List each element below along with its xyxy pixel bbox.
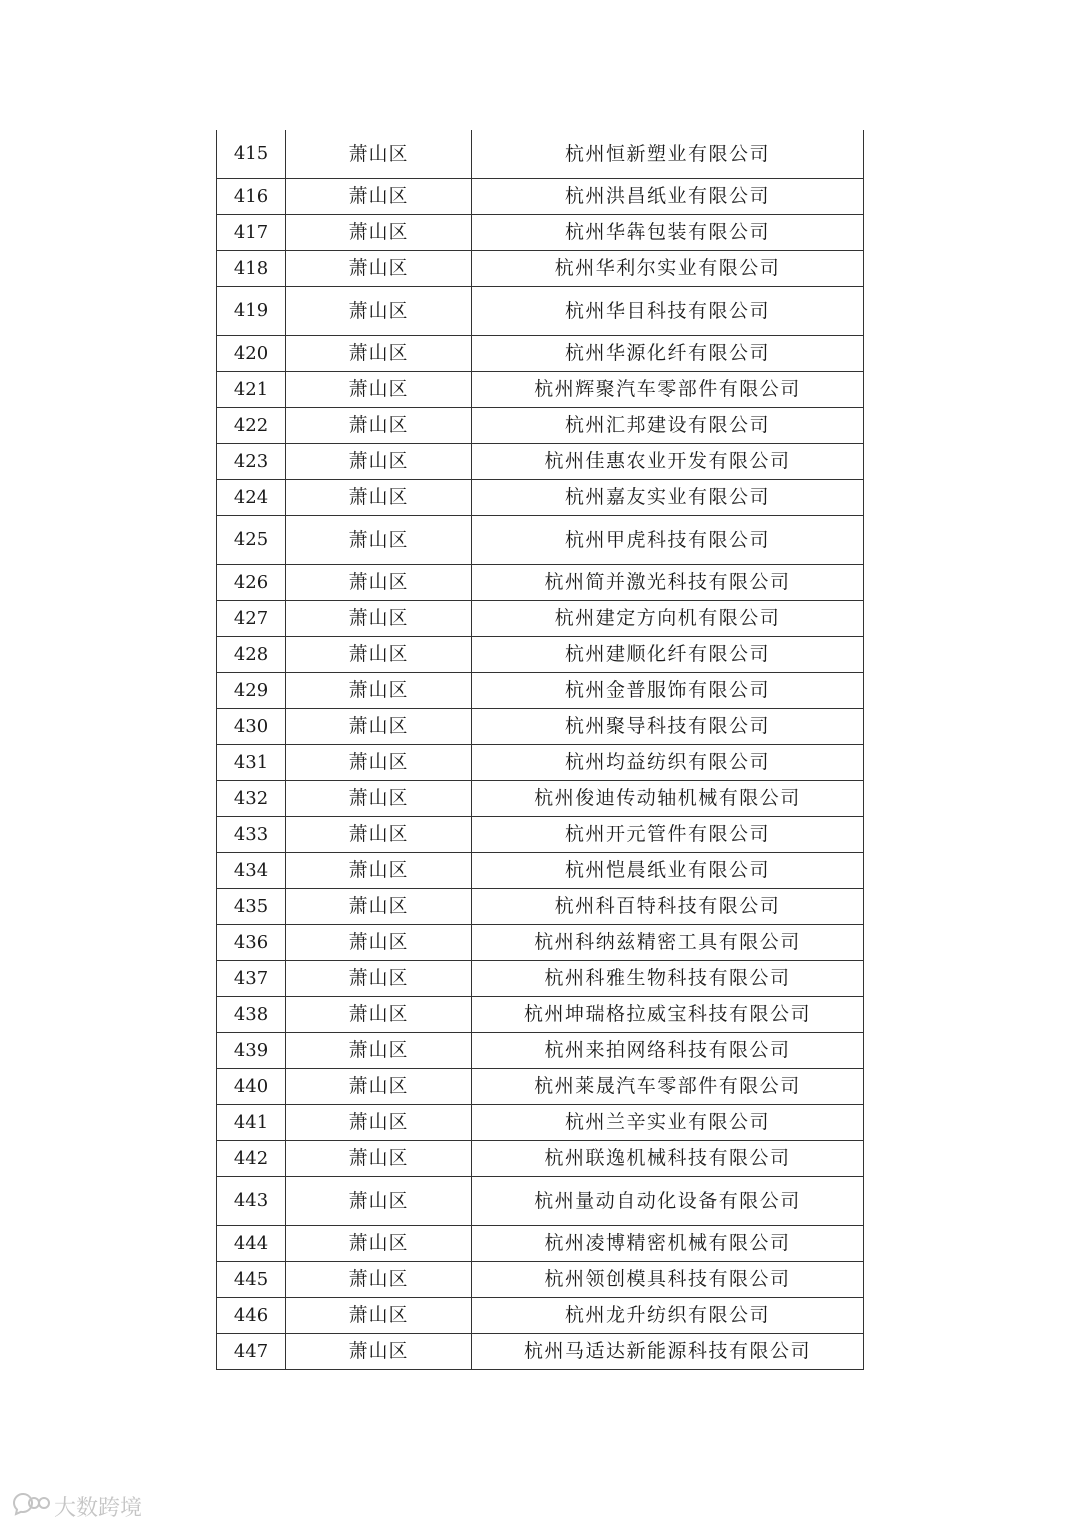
company-name-cell: 杭州来拍网络科技有限公司 [472,1033,864,1069]
company-name-cell: 杭州佳惠农业开发有限公司 [472,444,864,480]
row-number-cell: 422 [217,408,286,444]
company-name-cell: 杭州开元管件有限公司 [472,817,864,853]
company-name-cell: 杭州马适达新能源科技有限公司 [472,1334,864,1370]
table-row [217,1033,864,1069]
company-name-cell: 杭州华犇包装有限公司 [472,215,864,251]
company-name-cell: 杭州甲虎科技有限公司 [472,516,864,565]
table-row [217,372,864,408]
watermark [10,1490,142,1522]
company-name-cell: 杭州龙升纺织有限公司 [472,1298,864,1334]
district-cell: 萧山区 [286,817,472,853]
company-name-cell: 杭州洪昌纸业有限公司 [472,179,864,215]
table-row [217,408,864,444]
table-body [217,130,864,1370]
row-number-cell: 418 [217,251,286,287]
district-cell: 萧山区 [286,1262,472,1298]
company-name-cell: 杭州兰辛实业有限公司 [472,1105,864,1141]
table-row [217,179,864,215]
company-name-cell: 杭州莱晟汽车零部件有限公司 [472,1069,864,1105]
table-row [217,1069,864,1105]
district-cell: 萧山区 [286,444,472,480]
district-cell: 萧山区 [286,1141,472,1177]
row-number-cell: 415 [217,130,286,179]
company-name-cell: 杭州俊迪传动轴机械有限公司 [472,781,864,817]
row-number-cell: 421 [217,372,286,408]
table-row [217,745,864,781]
table-row [217,444,864,480]
company-name-cell: 杭州联逸机械科技有限公司 [472,1141,864,1177]
row-number-cell: 430 [217,709,286,745]
table-row [217,1141,864,1177]
row-number-cell: 434 [217,853,286,889]
row-number-cell: 419 [217,287,286,336]
row-number-cell: 420 [217,336,286,372]
district-cell: 萧山区 [286,745,472,781]
district-cell: 萧山区 [286,637,472,673]
company-name-cell: 杭州嘉友实业有限公司 [472,480,864,516]
company-name-cell: 杭州坤瑞格拉威宝科技有限公司 [472,997,864,1033]
table-row [217,565,864,601]
table-row [217,287,864,336]
company-name-cell: 杭州聚导科技有限公司 [472,709,864,745]
district-cell: 萧山区 [286,1033,472,1069]
district-cell: 萧山区 [286,215,472,251]
row-number-cell: 417 [217,215,286,251]
table-row [217,781,864,817]
table-row [217,1177,864,1226]
district-cell: 萧山区 [286,130,472,179]
district-cell: 萧山区 [286,480,472,516]
company-name-cell: 杭州科雅生物科技有限公司 [472,961,864,997]
row-number-cell: 435 [217,889,286,925]
table-row [217,1334,864,1370]
table-row [217,1262,864,1298]
row-number-cell: 431 [217,745,286,781]
table-row [217,925,864,961]
district-cell: 萧山区 [286,1069,472,1105]
district-cell: 萧山区 [286,709,472,745]
district-cell: 萧山区 [286,1298,472,1334]
row-number-cell: 447 [217,1334,286,1370]
district-cell: 萧山区 [286,1334,472,1370]
row-number-cell: 444 [217,1226,286,1262]
district-cell: 萧山区 [286,997,472,1033]
table-row [217,673,864,709]
table-row [217,480,864,516]
district-cell: 萧山区 [286,179,472,215]
table-row [217,336,864,372]
table-row [217,1226,864,1262]
table-row [217,997,864,1033]
district-cell: 萧山区 [286,889,472,925]
district-cell: 萧山区 [286,516,472,565]
row-number-cell: 442 [217,1141,286,1177]
table-row [217,853,864,889]
table-row [217,1298,864,1334]
table-row [217,961,864,997]
row-number-cell: 445 [217,1262,286,1298]
company-name-cell: 杭州简并激光科技有限公司 [472,565,864,601]
row-number-cell: 424 [217,480,286,516]
company-name-cell: 杭州科百特科技有限公司 [472,889,864,925]
district-cell: 萧山区 [286,601,472,637]
district-cell: 萧山区 [286,961,472,997]
company-name-cell: 杭州均益纺织有限公司 [472,745,864,781]
company-name-cell: 杭州建定方向机有限公司 [472,601,864,637]
row-number-cell: 439 [217,1033,286,1069]
table-row [217,251,864,287]
row-number-cell: 441 [217,1105,286,1141]
table-row [217,889,864,925]
company-name-cell: 杭州凌博精密机械有限公司 [472,1226,864,1262]
company-name-cell: 杭州量动自动化设备有限公司 [472,1177,864,1226]
company-name-cell: 杭州恒新塑业有限公司 [472,130,864,179]
chat-bubble-logo-icon [10,1490,50,1522]
table-row [217,637,864,673]
company-name-cell: 杭州科纳兹精密工具有限公司 [472,925,864,961]
watermark-text: 大数跨境 [54,1495,143,1521]
row-number-cell: 433 [217,817,286,853]
row-number-cell: 432 [217,781,286,817]
row-number-cell: 446 [217,1298,286,1334]
row-number-cell: 443 [217,1177,286,1226]
row-number-cell: 440 [217,1069,286,1105]
row-number-cell: 416 [217,179,286,215]
district-cell: 萧山区 [286,251,472,287]
company-name-cell: 杭州汇邦建设有限公司 [472,408,864,444]
district-cell: 萧山区 [286,925,472,961]
row-number-cell: 425 [217,516,286,565]
district-cell: 萧山区 [286,565,472,601]
table-row [217,516,864,565]
table-row [217,1105,864,1141]
district-cell: 萧山区 [286,287,472,336]
row-number-cell: 438 [217,997,286,1033]
company-table [216,130,864,1370]
row-number-cell: 437 [217,961,286,997]
company-name-cell: 杭州恺晨纸业有限公司 [472,853,864,889]
table-row [217,601,864,637]
company-name-cell: 杭州建顺化纤有限公司 [472,637,864,673]
table-row [217,817,864,853]
district-cell: 萧山区 [286,1105,472,1141]
district-cell: 萧山区 [286,781,472,817]
district-cell: 萧山区 [286,853,472,889]
district-cell: 萧山区 [286,1226,472,1262]
company-name-cell: 杭州领创模具科技有限公司 [472,1262,864,1298]
row-number-cell: 429 [217,673,286,709]
table-row [217,130,864,179]
district-cell: 萧山区 [286,673,472,709]
row-number-cell: 426 [217,565,286,601]
company-name-cell: 杭州华源化纤有限公司 [472,336,864,372]
company-name-cell: 杭州辉聚汽车零部件有限公司 [472,372,864,408]
row-number-cell: 427 [217,601,286,637]
table-row [217,709,864,745]
district-cell: 萧山区 [286,372,472,408]
company-name-cell: 杭州华利尔实业有限公司 [472,251,864,287]
row-number-cell: 436 [217,925,286,961]
district-cell: 萧山区 [286,336,472,372]
company-name-cell: 杭州金普服饰有限公司 [472,673,864,709]
district-cell: 萧山区 [286,408,472,444]
row-number-cell: 428 [217,637,286,673]
company-name-cell: 杭州华目科技有限公司 [472,287,864,336]
district-cell: 萧山区 [286,1177,472,1226]
row-number-cell: 423 [217,444,286,480]
table-row [217,215,864,251]
